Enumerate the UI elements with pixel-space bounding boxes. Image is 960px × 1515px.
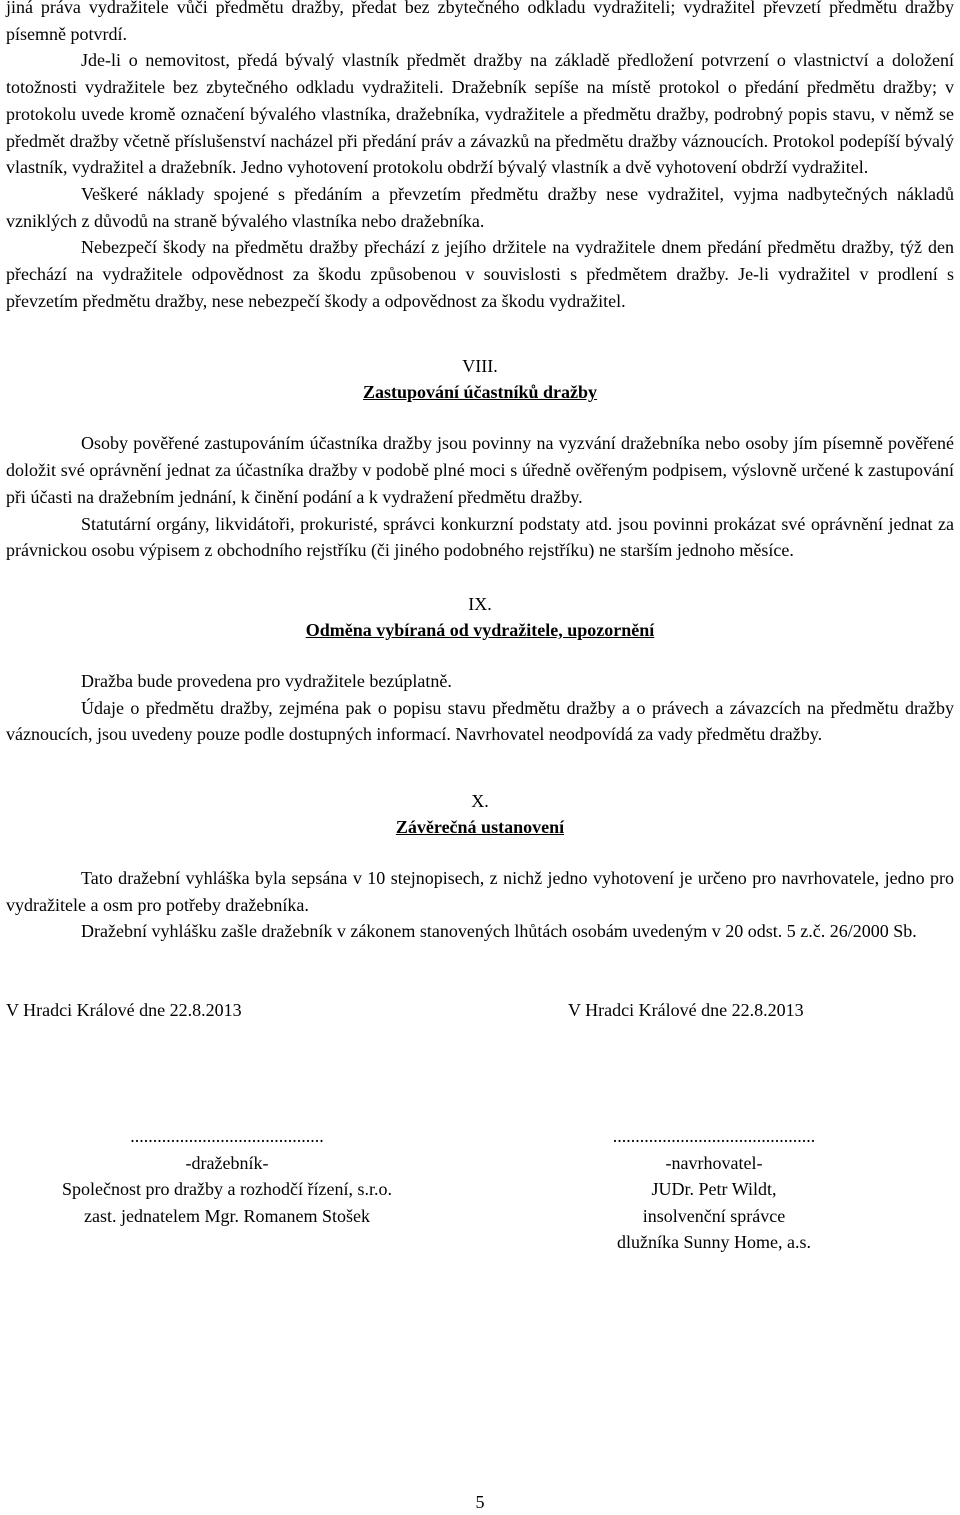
signature-detail: dlužníka Sunny Home, a.s. <box>617 1232 811 1253</box>
signature-left <box>6 1123 448 1256</box>
signature-block <box>6 1123 954 1256</box>
signature-role: -dražebník- <box>185 1152 269 1173</box>
section-title: Odměna vybíraná od vydražitele, upozornění <box>305 619 655 640</box>
document-page <box>6 0 954 1256</box>
page-number: 5 <box>475 1492 485 1512</box>
section-paragraph: Údaje o předmětu dražby, zejména pak o popisu stavu předmětu dražby a o právech a závazcích na předmětu dražby váznoucích, jsou uvedeny pouze podle dostupných informací. Navrhovatel neodpovídá za vady předmětu dražby. <box>6 697 954 745</box>
section-viii <box>6 353 954 564</box>
section-number: IX. <box>468 593 492 614</box>
signature-detail: zast. jednatelem Mgr. Romanem Stošek <box>84 1205 370 1226</box>
signature-right <box>528 1123 900 1256</box>
intro-paragraph-3: Veškeré náklady spojené s předáním a převzetím předmětu dražby nese vydražitel, vyjma nadbytečných nákladů vzniklých z důvodů na straně bývalého vlastníka nebo dražebníka. <box>6 183 954 231</box>
section-paragraph: Statutární orgány, likvidátoři, prokuristé, správci konkurzní podstaty atd. jsou povinni prokázat své oprávnění jednat za právnickou osobu výpisem z obchodního rejstříku (či jiného podobného rejstříku) ne starším jednoho měsíce. <box>6 513 954 561</box>
intro-paragraph-1: jiná práva vydražitele vůči předmětu dražby, předat bez zbytečného odkladu vydražiteli; vydražitel převzetí předmětu dražby písemně potvrdí. <box>6 0 954 44</box>
section-paragraph: Dražba bude provedena pro vydražitele bezúplatně. <box>81 670 452 691</box>
intro-paragraph-2: Jde-li o nemovitost, předá bývalý vlastník předmět dražby na základě předložení potvrzení o vlastnictví a doložení totožnosti vydražitele bez zbytečného odkladu vydražiteli. Dražebník sepíše na místě protokol o předání předmětu dražby; v protokolu uvede kromě označení bývalého vlastníka, dražebníka, vydražitele a předmětu dražby, podrobný popis stavu, v němž se předmět dražby včetně příslušenství nacházel při předání práv a závazků na předmětu dražby váznoucích. Protokol podepíší bývalý vlastník, vydražitel a dražebník. Jedno vyhotovení protokolu obdrží bývalý vlastník a dvě vyhotovení obdrží vydražitel. <box>6 50 954 178</box>
section-paragraph: Dražební vyhlášku zašle dražebník v zákonem stanovených lhůtách osobám uvedeným v 20 odst. 5 z.č. 26/2000 Sb. <box>81 921 917 942</box>
signature-line: ........................................... <box>130 1126 324 1147</box>
signature-name: JUDr. Petr Wildt, <box>651 1179 777 1200</box>
section-paragraph: Osoby pověřené zastupováním účastníka dražby jsou povinny na vyzvání dražebníka nebo osoby jím písemně pověřené doložit své oprávnění jednat za účastníka dražby v podobě plné moci s úředně ověřeným podpisem, výslovně určené k zastupování při účasti na dražebním jednání, k činění podání a k vydražení předmětu dražby. <box>6 433 954 507</box>
section-paragraph: Tato dražební vyhláška byla sepsána v 10 stejnopisech, z nichž jedno vyhotovení je určeno pro navrhovatele, jedno pro vydražitele a osm pro potřeby dražebníka. <box>6 868 954 915</box>
signature-line: ............................................. <box>612 1126 816 1147</box>
intro-paragraph-4: Nebezpečí škody na předmětu dražby přechází z jejího držitele na vydražitele dnem předání předmětu dražby, týž den přechází na vydražitele odpovědnost za škodu způsobenou v souvislosti s předmětem dražby. Je-li vydražitel v prodlení s převzetím předmětu dražby, nese nebezpečí škody a odpovědnost za škodu vydražitel. <box>6 237 954 311</box>
date-right: V Hradci Králové dne 22.8.2013 <box>568 1000 804 1021</box>
section-title: Závěrečná ustanovení <box>395 817 565 838</box>
signature-role: -navrhovatel- <box>665 1152 763 1173</box>
signature-name: Společnost pro dražby a rozhodčí řízení, s.r.o. <box>62 1179 392 1200</box>
section-number: X. <box>471 791 489 812</box>
date-left: V Hradci Králové dne 22.8.2013 <box>6 1000 242 1021</box>
section-number: VIII. <box>462 356 498 377</box>
signature-detail: insolvenční správce <box>642 1205 786 1226</box>
section-x <box>6 788 954 945</box>
signing-dates <box>6 997 954 1023</box>
section-ix <box>6 591 954 748</box>
section-title: Zastupování účastníků dražby <box>362 382 598 403</box>
